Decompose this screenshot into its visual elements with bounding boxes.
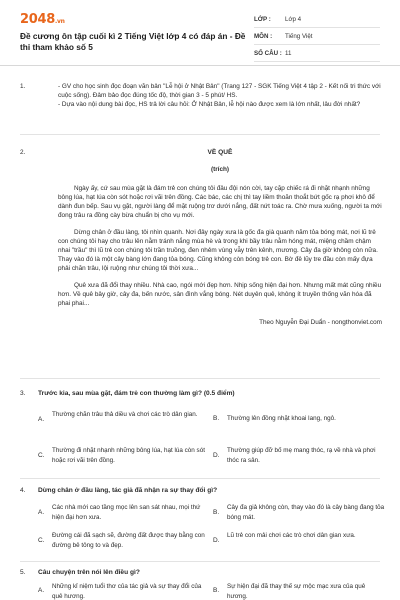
meta-key: LỚP : — [254, 15, 271, 23]
option-letter: D. — [213, 452, 220, 459]
option-text: Đường cái đã sạch sẽ, đường đất được thay bằng con đường bê tông to và đẹp. — [52, 532, 205, 549]
instruction-line: - Dựa vào nội dung bài đọc, HS trả lời câu hỏi: Ở Nhật Bản, lễ hội nào được xem là lớn nhất, lâu đời nhất? — [58, 101, 361, 108]
divider — [20, 561, 380, 562]
site-logo[interactable] — [20, 12, 65, 27]
option-text: Sự hiện đại đã thay thế sự mộc mạc xưa của quê hương. — [227, 583, 366, 600]
option-text: Thường lên đồng nhặt khoai lang, ngô. — [227, 415, 336, 422]
page-header — [0, 0, 400, 66]
meta-key: MÔN : — [254, 32, 273, 40]
meta-value: 11 — [285, 49, 292, 57]
option-b[interactable] — [213, 582, 387, 600]
question-4-title — [20, 487, 380, 494]
meta-table — [254, 11, 380, 62]
meta-row-grade — [254, 11, 380, 28]
option-a[interactable] — [38, 582, 212, 600]
passage-paragraph: Quê xưa đã đổi thay nhiều. Nhà cao, ngói mới đẹp hơn. Nhịp sống hiện đại hơn. Nhưng mất mát cũng nhiều hơn. Về quê bây giờ, cây đa, bến nước, sân đình vắng bóng. Nét duyên quê, không ít truyền thống văn hóa đã phai phai... — [58, 282, 382, 307]
question-text: Câu chuyện trên nói lên điều gì? — [38, 569, 140, 576]
passage-author: Theo Nguyễn Đại Duẩn - nongthonviet.com — [259, 319, 382, 326]
question-2 — [20, 148, 380, 378]
question-number: 5. — [20, 569, 26, 576]
question-body — [58, 82, 382, 109]
meta-key: SỐ CÂU : — [254, 49, 282, 57]
option-letter: D. — [213, 537, 220, 544]
question-number: 1. — [20, 83, 26, 90]
instruction-line: - GV cho học sinh đọc đoạn văn bản "Lễ hội ở Nhật Bản" (Trang 127 - SGK Tiếng Việt 4 tập 2 - Kết nối tri thức với cuộc sống). Đảm bảo đọc đúng tốc độ, thời gian 3 - 5 phút/ HS. — [58, 83, 381, 99]
option-a[interactable] — [38, 410, 212, 434]
question-1 — [20, 82, 380, 126]
option-c[interactable] — [38, 531, 212, 555]
meta-row-count — [254, 45, 380, 62]
option-text: Thường giúp đỡ bố mẹ mang thóc, rạ về nhà và phơi thóc ra sân. — [227, 447, 376, 464]
question-text: Trước kia, sau mùa gặt, đám trẻ con thường làm gì? (0.5 điểm) — [38, 390, 235, 397]
option-b[interactable] — [213, 414, 387, 428]
reading-passage — [58, 148, 382, 327]
question-number: 4. — [20, 487, 26, 494]
option-b[interactable] — [213, 503, 387, 527]
meta-value: Lớp 4 — [285, 15, 302, 23]
option-letter: A. — [38, 416, 45, 423]
option-text: Thường đi nhặt nhạnh những bông lúa, hạt lúa còn sót hoặc rơi vãi trên đồng. — [52, 447, 205, 464]
option-text: Các nhà mới cao tầng mọc lên san sát nhau, mọi thứ hiện đại hơn xưa. — [52, 504, 201, 521]
option-letter: A. — [38, 509, 45, 516]
option-letter: C. — [38, 452, 45, 459]
question-5-title — [20, 569, 380, 576]
option-letter: A. — [38, 587, 45, 594]
option-text: Cây đa giả không còn, thay vào đó là cây bàng đang tỏa bóng mát. — [227, 504, 385, 521]
passage-paragraph: Dừng chân ở đầu làng, tôi nhìn quanh. Nơi đây ngày xưa là gốc đa già quanh năm tỏa bóng mát, nơi lũ trẻ con chúng tôi hay cho trâu lên nằm tránh nắng mùa hè và trong khi bầy trâu nằm hóng mát, miệng chầm chậm nhai "trầu" thì lũ trẻ con chúng tôi trần truồng, đen nhẻm vùng vẫy trên kênh, mương. Cây đa giờ không còn nữa. Thay vào đó là một cây bàng lớn đang tỏa bóng. Cũng không còn bóng trẻ con. Bờ đê lũy tre đầu còn mấy đựa phải chăn trâu, lội ruộng như chúng tôi thời xưa... — [58, 229, 378, 272]
option-text: Những kỉ niệm tuổi thơ của tác giả và sự thay đổi của quê hương. — [52, 583, 202, 600]
option-c[interactable] — [38, 446, 212, 470]
question-text: Dừng chân ở đầu làng, tác giả đã nhận ra sự thay đổi gì? — [38, 487, 218, 494]
passage-title: VỀ QUÊ — [207, 149, 233, 156]
divider — [20, 134, 380, 135]
logo-text: 2048 — [20, 12, 55, 27]
option-letter: B. — [213, 587, 220, 594]
divider — [20, 478, 380, 479]
option-a[interactable] — [38, 503, 212, 527]
question-number: 3. — [20, 390, 26, 397]
divider — [20, 378, 380, 379]
option-d[interactable] — [213, 531, 387, 555]
option-text: Lũ trẻ con mải chơi các trò chơi dân gian xưa. — [227, 532, 356, 539]
meta-value: Tiếng Việt — [285, 32, 313, 40]
logo-suffix: .vn — [54, 18, 65, 25]
question-number: 2. — [20, 149, 26, 156]
option-text: Thường chăn trâu thả diều và chơi các trò dân gian. — [52, 411, 198, 418]
option-d[interactable] — [213, 446, 387, 470]
option-letter: B. — [213, 509, 220, 516]
option-letter: C. — [38, 537, 45, 544]
meta-row-subject — [254, 28, 380, 45]
document-title: Đề cương ôn tập cuối kì 2 Tiếng Việt lớp 4 có đáp án - Đề thi tham khảo số 5 — [20, 31, 246, 52]
passage-subtitle: (trích) — [210, 166, 230, 173]
question-3-title — [20, 390, 380, 397]
passage-paragraph: Ngày ấy, cứ sau mùa gặt là đám trẻ con chúng tôi đâu đội nón cời, tay cặp chiếc rá đi nhặt nhạnh những bông lúa, hạt lúa còn sót hoặc rơi vãi trên đồng. Các bác, các chị thì tay liềm thoăn thoắt bứt gốc rạ phơi khô để dành đun bếp. Sau vụ gặt, người làng để mặt ruộng trơ dưới nắng, đất nứt toác ra. Chờ mưa xuống, người ta mới đong trâu ra đồng cày bừa chuẩn bị cho vụ mới. — [58, 185, 382, 219]
option-letter: B. — [213, 415, 220, 422]
